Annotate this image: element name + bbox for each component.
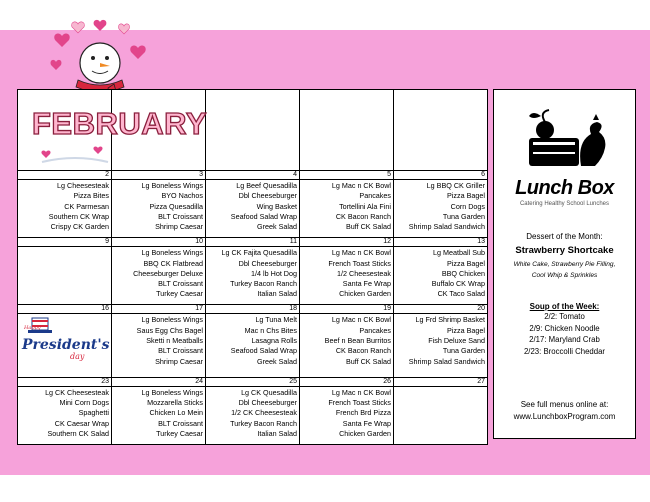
menu-item: Seafood Salad Wrap bbox=[230, 212, 297, 222]
menu-item: Lg CK Fajita Quesadilla bbox=[221, 248, 297, 258]
menu-item: Lg Tuna Melt bbox=[255, 315, 297, 325]
soup-item: 2/2: Tomato bbox=[544, 312, 585, 321]
heart-icon bbox=[130, 45, 145, 59]
menu-item: Fish Deluxe Sand bbox=[428, 336, 485, 346]
menu-item: Pizza Bagel bbox=[447, 325, 485, 335]
menu-item: Lg Mac n CK Bowl bbox=[331, 387, 391, 397]
dessert-description bbox=[494, 259, 635, 281]
day-number: 10 bbox=[112, 238, 206, 247]
menu-item: Shrimp Caesar bbox=[155, 222, 203, 232]
footer bbox=[494, 399, 635, 422]
menu-item: Lg Frd Shrimp Basket bbox=[415, 315, 485, 325]
menu-item: Tuna Garden bbox=[442, 212, 485, 222]
soup-list bbox=[494, 311, 635, 357]
menu-item: Greek Salad bbox=[257, 356, 297, 366]
day-number: 4 bbox=[206, 171, 300, 180]
day-number: 25 bbox=[206, 377, 300, 386]
info-panel bbox=[493, 89, 636, 439]
day-number: 3 bbox=[112, 171, 206, 180]
menu-item: Pizza Quesadilla bbox=[149, 201, 203, 211]
dessert-description-line: Cool Whip & Sprinkles bbox=[531, 272, 598, 279]
menu-item: 1/2 CK Cheesesteak bbox=[231, 408, 297, 418]
day-menu bbox=[206, 247, 300, 305]
menu-item: Dbl Cheeseburger bbox=[238, 398, 297, 408]
menu-item: Cheeseburger Deluxe bbox=[133, 268, 203, 278]
soup-item: 2/23: Broccolli Cheddar bbox=[523, 346, 606, 356]
dessert-name: Strawberry Shortcake bbox=[515, 245, 614, 256]
menu-item: BLT Croissant bbox=[158, 346, 203, 356]
day-menu bbox=[394, 180, 488, 238]
day-number: 16 bbox=[18, 305, 112, 314]
menu-item: Lg Boneless Wings bbox=[141, 315, 203, 325]
menu-item: French Brd Pizza bbox=[335, 408, 391, 418]
website-link[interactable]: www.LunchboxProgram.com bbox=[513, 411, 616, 421]
day-number: 12 bbox=[300, 238, 394, 247]
menu-item: Southern CK Salad bbox=[47, 429, 109, 439]
day-text: day bbox=[70, 352, 85, 362]
month-title-cell bbox=[18, 90, 208, 171]
menu-item: Shrimp Caesar bbox=[155, 356, 203, 366]
day-number: 13 bbox=[394, 238, 488, 247]
day-menu bbox=[394, 386, 488, 444]
happy-text: Happy bbox=[24, 325, 41, 332]
menu-item: Shrimp Salad Sandwich bbox=[408, 356, 485, 366]
soup-item: 2/17: Maryland Crab bbox=[529, 335, 600, 344]
menu-item: Santa Fe Wrap bbox=[342, 279, 391, 289]
day-number: 2 bbox=[18, 171, 112, 180]
menu-item: Lg Beef Quesadilla bbox=[236, 181, 297, 191]
menu-item: Turkey Bacon Ranch bbox=[230, 418, 297, 428]
day-number: 5 bbox=[300, 171, 394, 180]
menu-item: French Toast Sticks bbox=[328, 398, 391, 408]
day-menu bbox=[18, 180, 112, 238]
menu-item: Lg CK Quesadilla bbox=[241, 387, 297, 397]
menu-item: Mini Corn Dogs bbox=[59, 398, 109, 408]
menu-item: Lg Boneless Wings bbox=[141, 387, 203, 397]
day-menu bbox=[18, 386, 112, 444]
day-menu bbox=[300, 247, 394, 305]
heart-icon bbox=[54, 33, 69, 47]
day-menu bbox=[112, 180, 206, 238]
menu-item: Buff CK Salad bbox=[345, 356, 391, 366]
menu-item: Chicken Garden bbox=[339, 429, 391, 439]
soup-heading: Soup of the Week: bbox=[529, 302, 600, 311]
menu-item: Lg Boneless Wings bbox=[141, 181, 203, 191]
day-number: 6 bbox=[394, 171, 488, 180]
empty-cell bbox=[300, 90, 394, 171]
menu-item: Pancakes bbox=[359, 325, 391, 335]
menu-item: Spaghetti bbox=[78, 408, 109, 418]
menu-item: Southern CK Wrap bbox=[48, 212, 109, 222]
menu-item: Chicken Garden bbox=[339, 289, 391, 299]
menu-item: CK Parmesan bbox=[64, 201, 109, 211]
day-number: 18 bbox=[206, 305, 300, 314]
day-menu bbox=[300, 314, 394, 377]
footer-line: See full menus online at: bbox=[520, 400, 609, 409]
day-number: 11 bbox=[206, 238, 300, 247]
day-number: 17 bbox=[112, 305, 206, 314]
dessert-heading: Dessert of the Month: bbox=[526, 232, 603, 241]
menu-item: Turkey Caesar bbox=[156, 429, 203, 439]
menu-item: Italian Salad bbox=[257, 289, 297, 299]
heart-icon bbox=[119, 24, 130, 34]
tagline: Catering Healthy School Lunches bbox=[519, 201, 610, 207]
menu-item: Seafood Salad Wrap bbox=[230, 346, 297, 356]
presidents-day-cell bbox=[18, 314, 112, 377]
menu-item: Shrimp Salad Sandwich bbox=[408, 222, 485, 232]
day-menu bbox=[300, 180, 394, 238]
menu-item: Sketti n Meatballs bbox=[146, 336, 203, 346]
menu-item: 1/2 Cheesesteak bbox=[337, 268, 391, 278]
menu-item: Tortellini Ala Fini bbox=[339, 201, 391, 211]
menu-item: Santa Fe Wrap bbox=[342, 418, 391, 428]
day-menu bbox=[206, 314, 300, 377]
menu-item: CK Bacon Ranch bbox=[335, 212, 391, 222]
menu-item: Lg Meatball Sub bbox=[433, 248, 485, 258]
menu-item: Greek Salad bbox=[257, 222, 297, 232]
day-number: 19 bbox=[300, 305, 394, 314]
menu-item: CK Caesar Wrap bbox=[54, 418, 109, 428]
day-menu bbox=[18, 247, 112, 305]
menu-item: Buff CK Salad bbox=[345, 222, 391, 232]
day-number: 20 bbox=[394, 305, 488, 314]
day-menu bbox=[394, 247, 488, 305]
menu-item: Turkey Caesar bbox=[156, 289, 203, 299]
presidents-day-graphic bbox=[18, 315, 110, 373]
menu-item: Tuna Garden bbox=[442, 346, 485, 356]
menu-item: Corn Dogs bbox=[450, 201, 485, 211]
menu-item: BLT Croissant bbox=[158, 418, 203, 428]
day-menu bbox=[206, 180, 300, 238]
day-menu bbox=[112, 247, 206, 305]
heart-icon bbox=[40, 142, 110, 164]
menu-item: Lg Mac n CK Bowl bbox=[331, 248, 391, 258]
menu-item: CK Taco Salad bbox=[437, 289, 485, 299]
day-number: 23 bbox=[18, 377, 112, 386]
menu-item: Beef n Bean Burritos bbox=[324, 336, 391, 346]
heart-icon bbox=[51, 60, 62, 70]
menu-item: CK Bacon Ranch bbox=[335, 346, 391, 356]
day-menu bbox=[300, 386, 394, 444]
day-number: 9 bbox=[18, 238, 112, 247]
menu-item: Lg Boneless Wings bbox=[141, 248, 203, 258]
menu-item: Buffalo CK Wrap bbox=[431, 279, 485, 289]
presidents-text: President's bbox=[22, 337, 110, 354]
menu-item: Lg Cheesesteak bbox=[57, 181, 109, 191]
heart-icon bbox=[94, 20, 107, 31]
day-menu bbox=[112, 386, 206, 444]
dessert-description-line: White Cake, Strawberry Pie Filling, bbox=[513, 261, 616, 268]
menu-item: Dbl Cheeseburger bbox=[238, 258, 297, 268]
day-menu bbox=[394, 314, 488, 377]
menu-item: Saus Egg Chs Bagel bbox=[136, 325, 203, 335]
empty-cell bbox=[394, 90, 488, 171]
menu-item: Pancakes bbox=[359, 191, 391, 201]
day-menu bbox=[112, 314, 206, 377]
menu-item: Chicken Lo Mein bbox=[149, 408, 203, 418]
lunchbox-logo: Lunch Box bbox=[515, 177, 614, 199]
menu-item: Italian Salad bbox=[257, 429, 297, 439]
menu-item: Mac n Chs Bites bbox=[244, 325, 297, 335]
menu-item: Lg BBQ CK Griller bbox=[426, 181, 485, 191]
menu-item: Lg Mac n CK Bowl bbox=[331, 315, 391, 325]
day-number: 27 bbox=[394, 377, 488, 386]
menu-item: French Toast Sticks bbox=[328, 258, 391, 268]
menu-item: BLT Croissant bbox=[158, 212, 203, 222]
lunchbox-logo-icon bbox=[521, 108, 609, 172]
menu-item: Lg Mac n CK Bowl bbox=[331, 181, 391, 191]
menu-calendar bbox=[17, 89, 488, 445]
menu-item: BBQ Chicken bbox=[441, 268, 485, 278]
day-number: 26 bbox=[300, 377, 394, 386]
menu-item: Crispy CK Garden bbox=[50, 222, 109, 232]
menu-item: Pizza Bagel bbox=[447, 258, 485, 268]
empty-cell bbox=[206, 90, 300, 171]
menu-item: Wing Basket bbox=[256, 201, 297, 211]
menu-item: Lasagna Rolls bbox=[251, 336, 297, 346]
day-number: 24 bbox=[112, 377, 206, 386]
menu-item: Mozzarella Sticks bbox=[147, 398, 203, 408]
heart-icon bbox=[72, 22, 85, 33]
menu-item: BLT Croissant bbox=[158, 279, 203, 289]
menu-item: BBQ CK Flatbread bbox=[143, 258, 203, 268]
menu-item: Turkey Bacon Ranch bbox=[230, 279, 297, 289]
month-title: FEBRUARY bbox=[32, 106, 208, 141]
menu-item: Dbl Cheeseburger bbox=[238, 191, 297, 201]
menu-item: Pizza Bagel bbox=[447, 191, 485, 201]
soup-item: 2/9: Chicken Noodle bbox=[529, 323, 600, 333]
menu-item: 1/4 lb Hot Dog bbox=[251, 268, 297, 278]
day-menu bbox=[206, 386, 300, 444]
menu-item: Pizza Bites bbox=[73, 191, 109, 201]
menu-item: Lg CK Cheesesteak bbox=[45, 387, 109, 397]
menu-item: BYO Nachos bbox=[161, 191, 203, 201]
